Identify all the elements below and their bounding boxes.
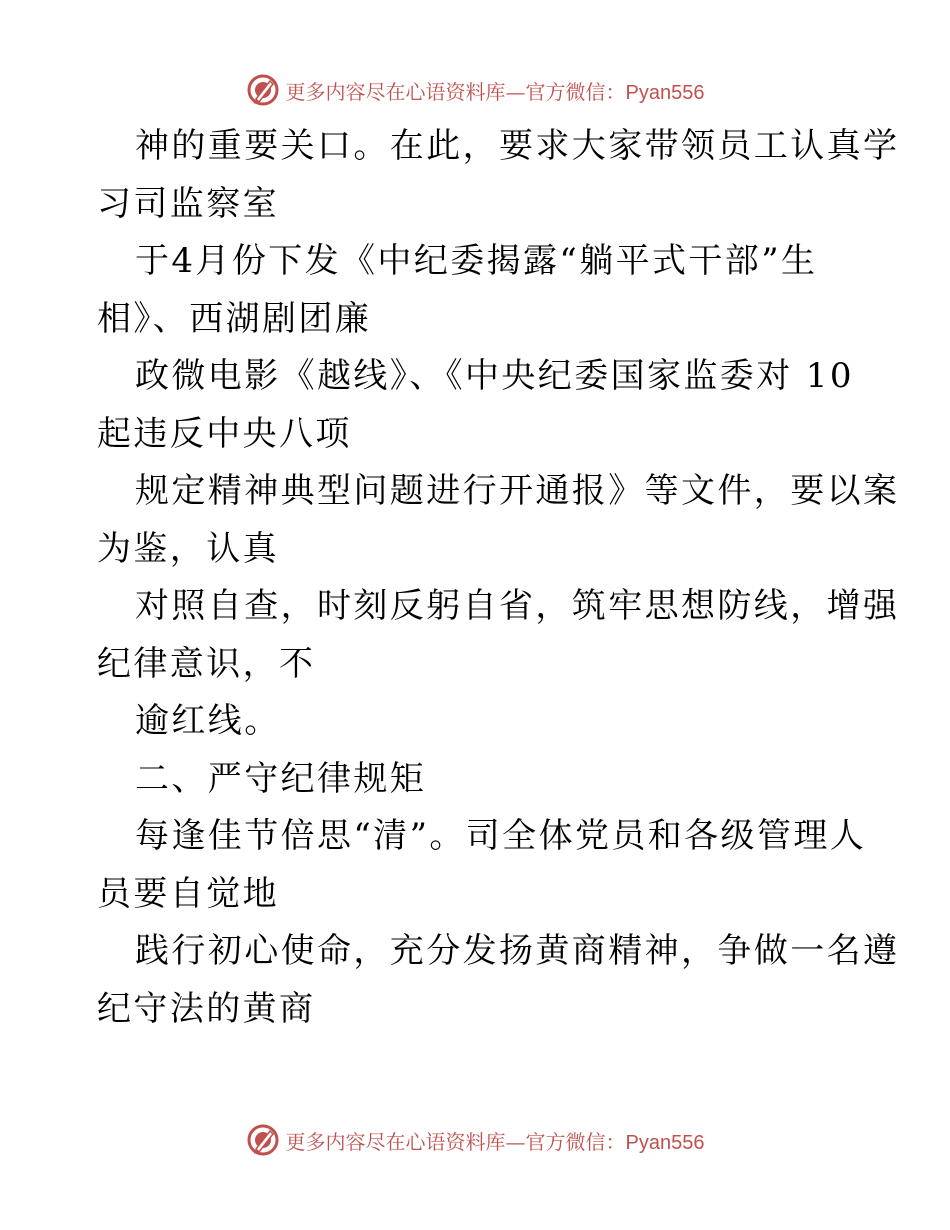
- text-line: 习司监察室: [97, 183, 279, 224]
- text-line: 对照自查，时刻反躬自省，筑牢思想防线，增强: [135, 586, 900, 626]
- text-line: 践行初心使命，充分发扬黄商精神，争做一名遵: [135, 931, 900, 971]
- watermark-main: 更多内容尽在心语资料库: [285, 79, 506, 104]
- watermark-wechat-label: 官方微信：: [525, 79, 626, 104]
- watermark-wechat-id: Pyan556: [625, 81, 705, 104]
- header-watermark: [0, 70, 950, 110]
- text-line: 为鉴，认真: [97, 528, 279, 569]
- text-line: 纪律意识，不: [97, 643, 316, 684]
- text-line: 于4月份下发《中纪委揭露“躺平式干部”生: [135, 241, 818, 281]
- watermark-text: [286, 1126, 705, 1155]
- watermark-separator: —: [505, 79, 526, 104]
- text-line: 相》、西湖剧团廉: [97, 298, 372, 339]
- text-line: 政微电影《越线》、《中央纪委国家监委对 10: [135, 356, 854, 396]
- text-line: 每逢佳节倍思“清”。司全体党员和各级管理人: [135, 816, 867, 856]
- text-line: 纪守法的黄商: [97, 988, 316, 1029]
- text-line: 员要自觉地: [97, 873, 279, 914]
- watermark-wechat-label: 官方微信：: [525, 1129, 626, 1154]
- section-heading: 二、严守纪律规矩: [135, 758, 427, 799]
- text-line: 逾红线。: [135, 701, 281, 741]
- text-line: 神的重要关口。在此，要求大家带领员工认真学: [135, 126, 900, 166]
- watermark-wechat-id: Pyan556: [625, 1131, 705, 1154]
- watermark-separator: —: [505, 1129, 526, 1154]
- watermark-main: 更多内容尽在心语资料库: [285, 1129, 506, 1154]
- text-line: 起违反中央八项: [97, 413, 352, 454]
- text-line: 规定精神典型问题进行开通报》等文件，要以案: [135, 471, 900, 511]
- watermark-text: [286, 76, 705, 105]
- pen-logo-icon: [246, 73, 280, 107]
- pen-logo-icon: [246, 1123, 280, 1157]
- footer-watermark: [0, 1120, 950, 1160]
- document-body: [97, 118, 900, 1038]
